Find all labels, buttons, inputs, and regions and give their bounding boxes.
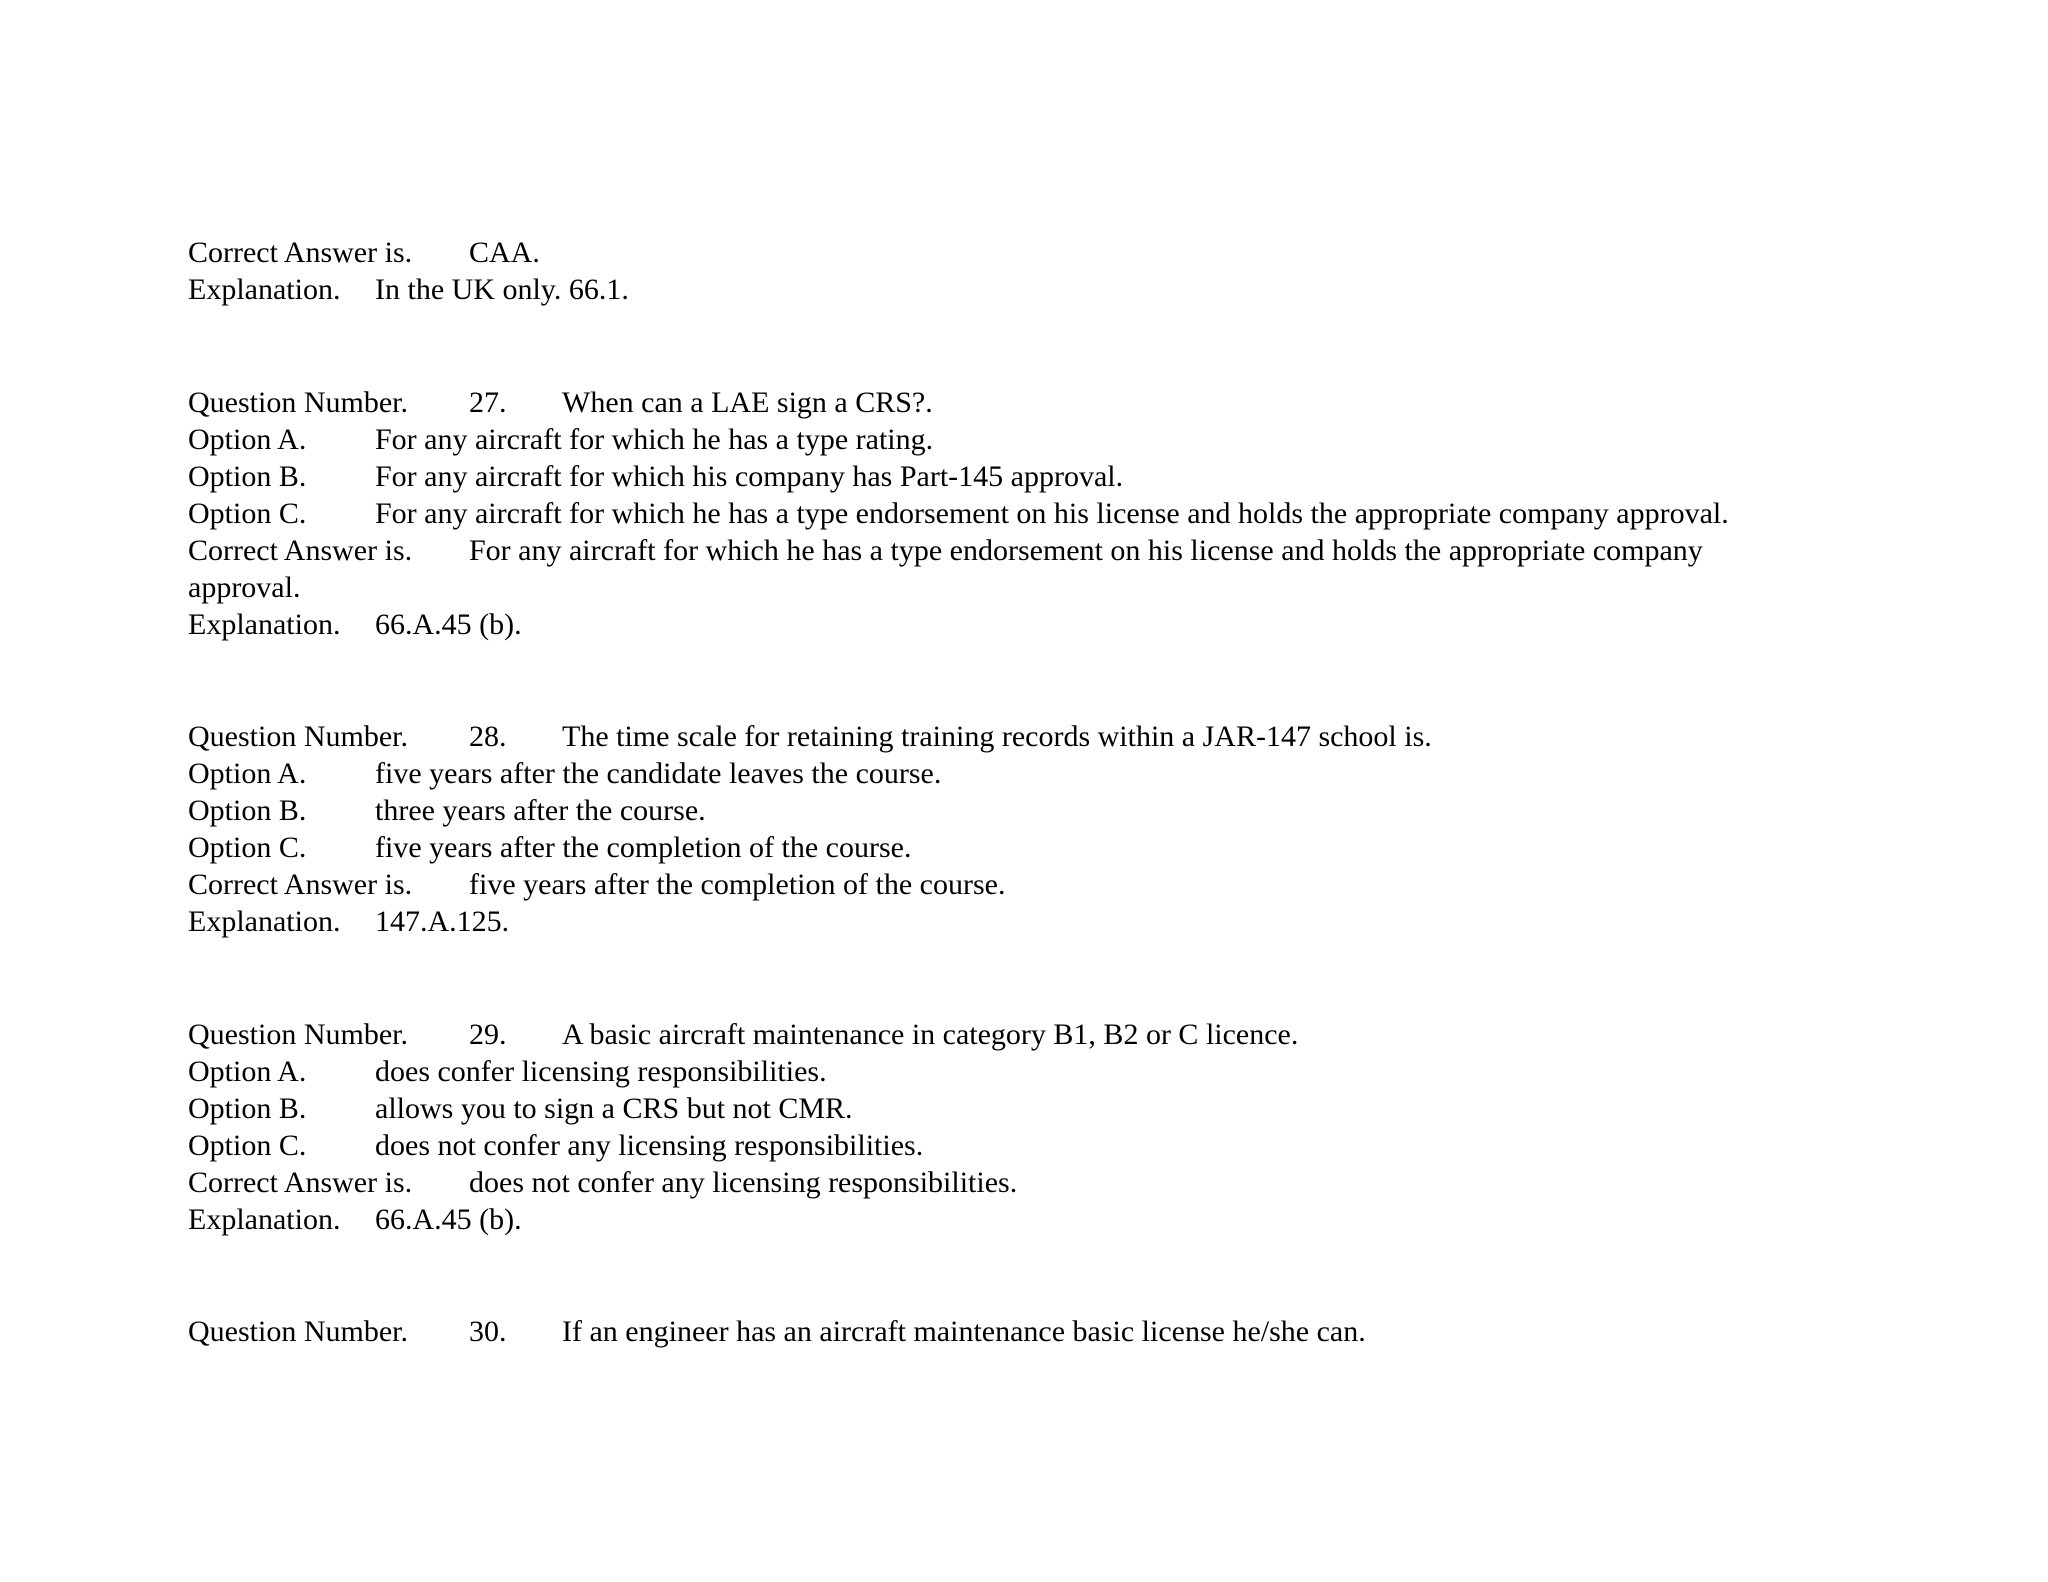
option-c-label: Option C. (188, 831, 307, 864)
question-number: 27. (469, 386, 507, 419)
option-a-text: For any aircraft for which he has a type rating. (375, 423, 934, 456)
explanation-label: Explanation. (188, 608, 341, 641)
option-c-text: For any aircraft for which he has a type endorsement on his license and holds the appropriate company approval. (375, 497, 1729, 530)
answer-label: Correct Answer is. (188, 868, 413, 901)
explanation-text: 147.A.125. (375, 905, 510, 938)
option-c-text: five years after the completion of the course. (375, 831, 912, 864)
answer-label: Correct Answer is. (188, 1166, 413, 1199)
explanation-label: Explanation. (188, 1203, 341, 1236)
option-b-label: Option B. (188, 1092, 307, 1125)
option-c-label: Option C. (188, 497, 307, 530)
answer-text-continued: approval. (188, 571, 301, 604)
option-a-label: Option A. (188, 757, 307, 790)
question-number-label: Question Number. (188, 1315, 408, 1348)
option-b-text: For any aircraft for which his company has Part-145 approval. (375, 460, 1124, 493)
question-number-label: Question Number. (188, 386, 408, 419)
explanation-text: 66.A.45 (b). (375, 608, 522, 641)
question-number-label: Question Number. (188, 1018, 408, 1051)
question-text: If an engineer has an aircraft maintenance basic license he/she can. (562, 1315, 1366, 1348)
explanation-label: Explanation. (188, 905, 341, 938)
answer-text: CAA. (469, 236, 540, 269)
answer-label: Correct Answer is. (188, 236, 413, 269)
option-b-label: Option B. (188, 794, 307, 827)
question-number: 28. (469, 720, 507, 753)
answer-label: Correct Answer is. (188, 534, 413, 567)
option-c-label: Option C. (188, 1129, 307, 1162)
option-a-text: five years after the candidate leaves the course. (375, 757, 942, 790)
question-text: The time scale for retaining training records within a JAR-147 school is. (562, 720, 1432, 753)
explanation-text: In the UK only. 66.1. (375, 273, 629, 306)
option-c-text: does not confer any licensing responsibilities. (375, 1129, 924, 1162)
option-b-text: allows you to sign a CRS but not CMR. (375, 1092, 853, 1125)
question-text: When can a LAE sign a CRS?. (562, 386, 933, 419)
answer-text: For any aircraft for which he has a type endorsement on his license and holds the appropriate company (469, 534, 1703, 567)
question-number: 29. (469, 1018, 507, 1051)
option-b-text: three years after the course. (375, 794, 706, 827)
option-a-label: Option A. (188, 423, 307, 456)
question-text: A basic aircraft maintenance in category B1, B2 or C licence. (562, 1018, 1299, 1051)
answer-text: does not confer any licensing responsibilities. (469, 1166, 1018, 1199)
answer-text: five years after the completion of the course. (469, 868, 1006, 901)
option-a-label: Option A. (188, 1055, 307, 1088)
question-number: 30. (469, 1315, 507, 1348)
question-number-label: Question Number. (188, 720, 408, 753)
explanation-label: Explanation. (188, 273, 341, 306)
explanation-text: 66.A.45 (b). (375, 1203, 522, 1236)
option-a-text: does confer licensing responsibilities. (375, 1055, 827, 1088)
option-b-label: Option B. (188, 460, 307, 493)
